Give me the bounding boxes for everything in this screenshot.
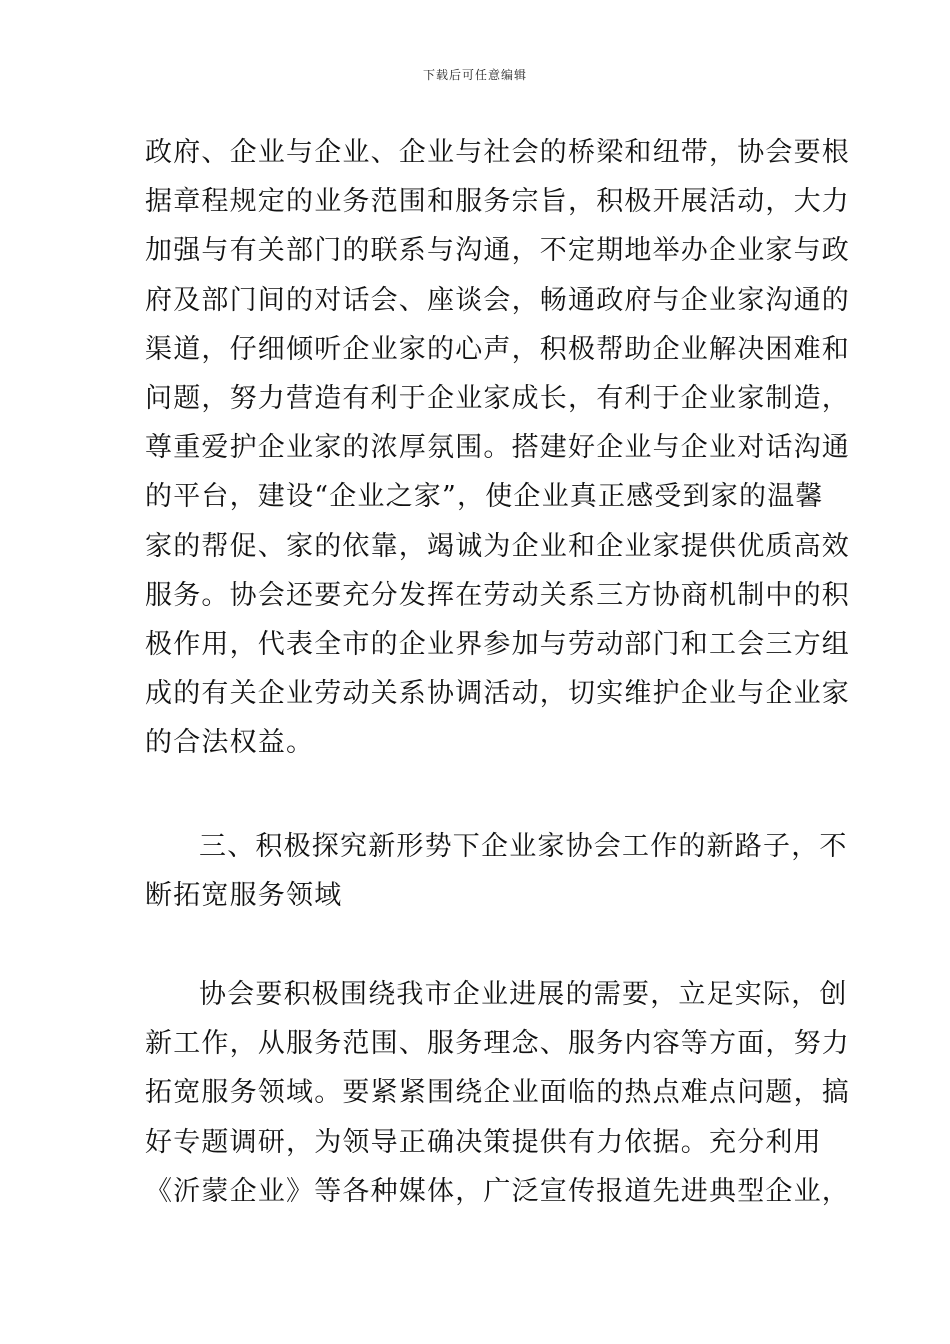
text-line: 据章程规定的业务范围和服务宗旨，积极开展活动，大力 xyxy=(145,186,850,218)
text-line: 家的帮促、家的依靠，竭诚为企业和企业家提供优质高效 xyxy=(145,530,850,562)
text-line: 好专题调研，为领导正确决策提供有力依据。充分利用 xyxy=(145,1126,822,1158)
text-line: 尊重爱护企业家的浓厚氛围。搭建好企业与企业对话沟通 xyxy=(145,432,850,464)
text-line: 协会要积极围绕我市企业进展的需要，立足实际，创 xyxy=(199,979,848,1010)
text-line: 拓宽服务领域。要紧紧围绕企业面临的热点难点问题，搞 xyxy=(145,1077,850,1109)
body-paragraph-1 xyxy=(145,128,850,768)
body-paragraph-2 xyxy=(145,970,850,1216)
text-line: 服务。协会还要充分发挥在劳动关系三方协商机制中的积 xyxy=(145,579,850,611)
heading-line: 三、积极探究新形势下企业家协会工作的新路子，不 xyxy=(199,831,848,862)
text-line: 新工作，从服务范围、服务理念、服务内容等方面，努力 xyxy=(145,1028,850,1060)
text-line: 政府、企业与企业、企业与社会的桥梁和纽带，协会要根 xyxy=(145,137,850,168)
text-line: 问题，努力营造有利于企业家成长，有利于企业家制造， xyxy=(145,383,850,415)
text-line: 府及部门间的对话会、座谈会，畅通政府与企业家沟通的 xyxy=(145,284,850,316)
text-line: 极作用，代表全市的企业界参加与劳动部门和工会三方组 xyxy=(145,629,850,661)
text-line: 《沂蒙企业》等各种媒体，广泛宣传报道先进典型企业， xyxy=(145,1175,850,1207)
text-line: 加强与有关部门的联系与沟通，不定期地举办企业家与政 xyxy=(145,235,850,267)
text-line: 成的有关企业劳动关系协调活动，切实维护企业与企业家 xyxy=(145,678,850,710)
heading-line: 断拓宽服务领域 xyxy=(145,880,343,912)
page-header-note: 下载后可任意编辑 xyxy=(422,68,527,82)
section-heading-3 xyxy=(145,822,848,920)
text-line: 渠道，仔细倾听企业家的心声，积极帮助企业解决困难和 xyxy=(145,333,850,365)
text-line: 的合法权益。 xyxy=(145,727,315,759)
text-line: 的平台，建设“企业之家”，使企业真正感受到家的温馨 xyxy=(145,481,824,513)
